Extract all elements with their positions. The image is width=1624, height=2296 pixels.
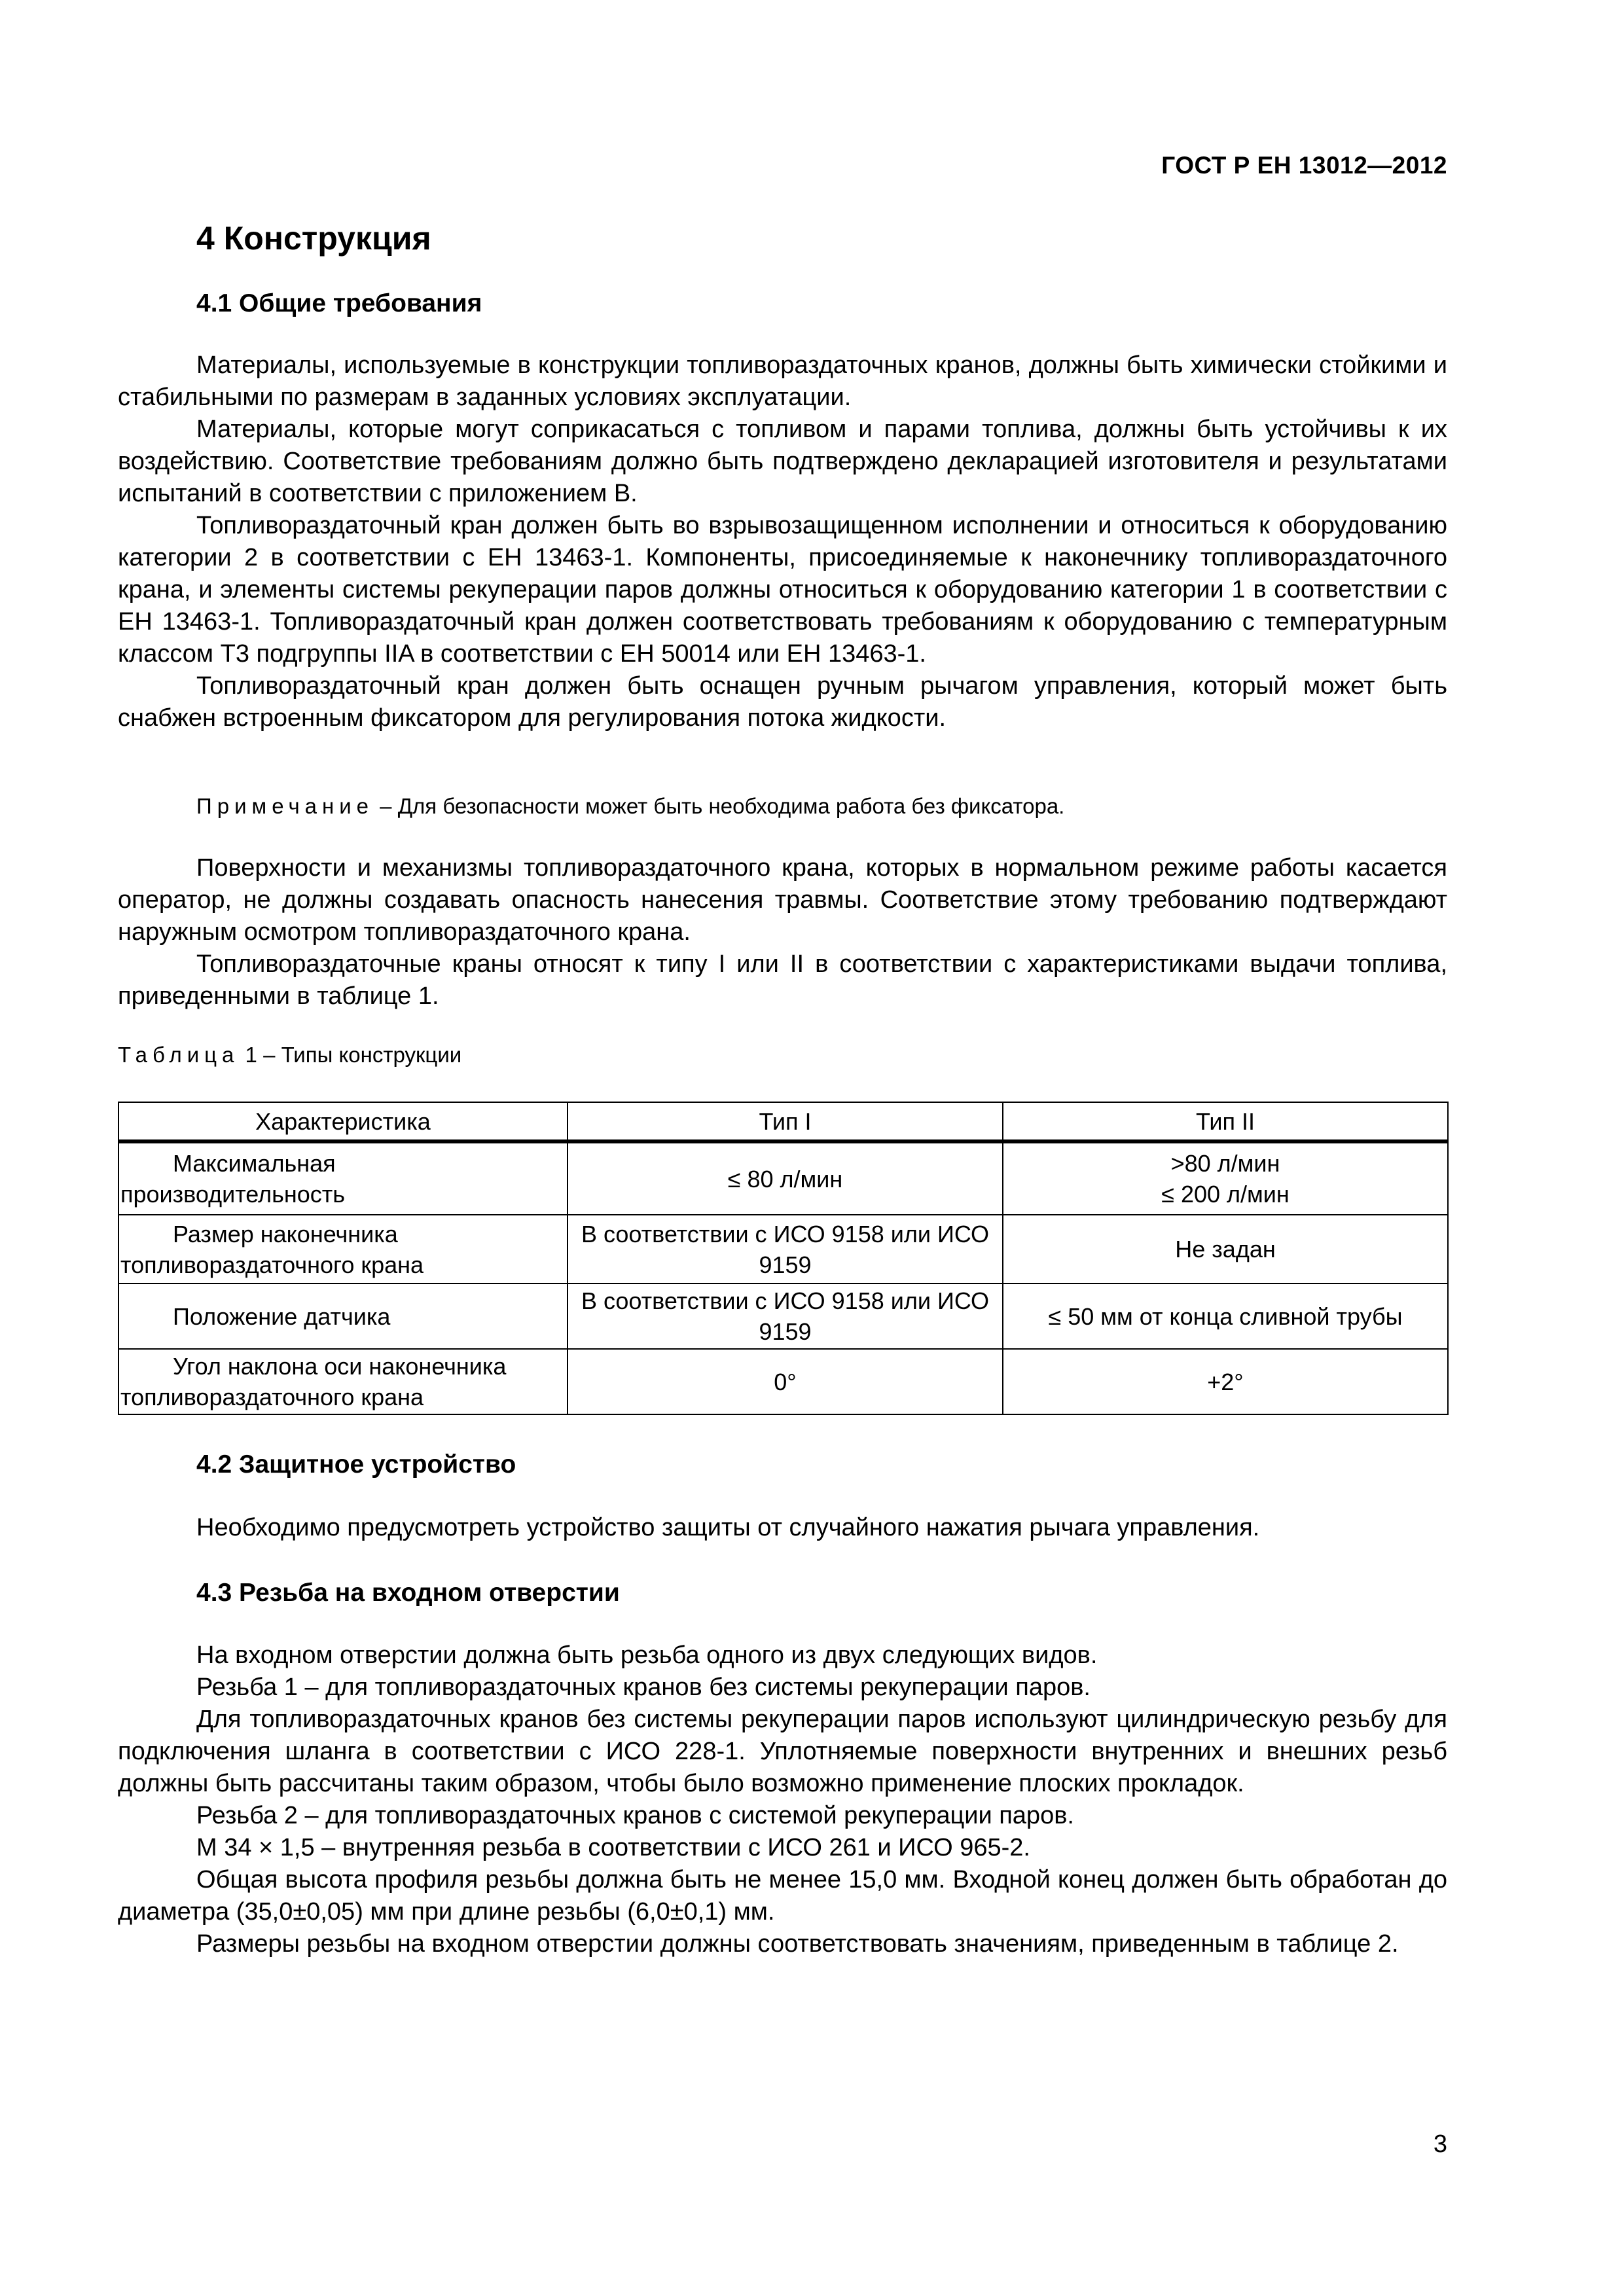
table-header-row: [118, 1102, 1448, 1141]
table-caption-text: 1 – Типы конструкции: [239, 1043, 462, 1067]
table-cell: Угол наклона оси наконечника топливораздаточного крана: [118, 1349, 568, 1414]
table-row: [118, 1215, 1448, 1283]
paragraph: Для топливораздаточных кранов без системы рекуперации паров используют цилиндрическую резьбу для подключения шланга в соответствии с ИСО 228-1. Уплотняемые поверхности внутренних и внешних резьб должны быть рассчитаны таким образом, чтобы было возможно применение плоских прокладок.: [118, 1706, 1447, 1797]
table-header-cell: Тип I: [568, 1102, 1003, 1141]
paragraph: Материалы, которые могут соприкасаться с топливом и парами топлива, должны быть устойчивы к их воздействию. Соответствие требованиям должно быть подтверждено декларацией изготовителя и результатами испытаний в соответствии с приложением В.: [118, 416, 1447, 507]
table-cell-line: ≤ 200 л/мин: [1161, 1181, 1290, 1208]
paragraph: Общая высота профиля резьбы должна быть не менее 15,0 мм. Входной конец должен быть обработан до диаметра (35,0±0,05) мм при длине резьбы (6,0±0,1) мм.: [118, 1866, 1447, 1926]
subsection-4-1-body-continued: [118, 852, 1447, 1013]
table-cell: В соответствии с ИСО 9158 или ИСО 9159: [568, 1215, 1003, 1283]
table-header-cell: Характеристика: [118, 1102, 568, 1141]
table-cell: ≤ 80 л/мин: [568, 1141, 1003, 1215]
table-cell: 0°: [568, 1349, 1003, 1414]
paragraph: М 34 × 1,5 – внутренняя резьба в соответствии с ИСО 261 и ИСО 965-2.: [196, 1834, 1030, 1861]
subsection-4-1-body: [118, 350, 1447, 734]
table-cell: +2°: [1003, 1349, 1448, 1414]
subsection-4-3-body: [118, 1640, 1447, 1960]
table-cell: Не задан: [1003, 1215, 1448, 1283]
table-cell: В соответствии с ИСО 9158 или ИСО 9159: [568, 1283, 1003, 1349]
paragraph: На входном отверстии должна быть резьба одного из двух следующих видов.: [196, 1641, 1098, 1669]
document-header-id: ГОСТ Р ЕН 13012—2012: [1161, 152, 1447, 179]
table-1-caption: [118, 1043, 461, 1067]
table-caption-label: Таблица: [118, 1043, 240, 1067]
section-4-title: 4 Конструкция: [196, 220, 431, 257]
note: [196, 794, 1064, 819]
paragraph: Топливораздаточный кран должен быть оснащен ручным рычагом управления, который может быть снабжен встроенным фиксатором для регулирования потока жидкости.: [118, 672, 1447, 732]
table-row: [118, 1349, 1448, 1414]
table-cell: ≤ 50 мм от конца сливной трубы: [1003, 1283, 1448, 1349]
page-number: 3: [1433, 2130, 1447, 2158]
table-cell: Положение датчика: [118, 1283, 568, 1349]
paragraph: Необходимо предусмотреть устройство защиты от случайного нажатия рычага управления.: [196, 1514, 1260, 1541]
paragraph: Резьба 2 – для топливораздаточных кранов с системой рекуперации паров.: [196, 1802, 1074, 1829]
subsection-4-2-body: [118, 1512, 1447, 1544]
subsection-4-3-title: 4.3 Резьба на входном отверстии: [196, 1579, 620, 1607]
subsection-4-1-title: 4.1 Общие требования: [196, 289, 482, 317]
paragraph: Поверхности и механизмы топливораздаточного крана, которых в нормальном режиме работы касается оператор, не должны создавать опасность нанесения травмы. Соответствие этому требованию подтверждают наружным осмотром топливораздаточного крана.: [118, 854, 1447, 946]
subsection-4-2-title: 4.2 Защитное устройство: [196, 1450, 516, 1479]
paragraph: Топливораздаточные краны относят к типу I или II в соответствии с характеристиками выдачи топлива, приведенными в таблице 1.: [118, 950, 1447, 1010]
note-label: Примечание: [196, 794, 374, 818]
table-cell: Размер наконечника топливораздаточного крана: [118, 1215, 568, 1283]
paragraph: Резьба 1 – для топливораздаточных кранов без системы рекуперации паров.: [196, 1674, 1091, 1701]
paragraph: Размеры резьбы на входном отверстии должны соответствовать значениям, приведенным в таблице 2.: [196, 1930, 1399, 1958]
table-cell: Максимальная производительность: [118, 1141, 568, 1215]
table-header-cell: Тип II: [1003, 1102, 1448, 1141]
note-text: – Для безопасности может быть необходима работа без фиксатора.: [374, 794, 1065, 818]
paragraph: Материалы, используемые в конструкции топливораздаточных кранов, должны быть химически стойкими и стабильными по размерам в заданных условиях эксплуатации.: [118, 351, 1447, 411]
paragraph: Топливораздаточный кран должен быть во взрывозащищенном исполнении и относиться к оборудованию категории 2 в соответствии с ЕН 13463-1. Компоненты, присоединяемые к наконечнику топливораздаточного крана, и элементы системы рекуперации паров должны относиться к оборудованию категории 1 в соответствии с ЕН 13463-1. Топливораздаточный кран должен соответствовать требованиям к оборудованию с температурным классом Т3 подгруппы IIA в соответствии с ЕН 50014 или ЕН 13463-1.: [118, 512, 1447, 668]
table-row: [118, 1141, 1448, 1215]
table-row: [118, 1283, 1448, 1349]
table-1-construction-types: [118, 1102, 1449, 1415]
table-cell: [1003, 1141, 1448, 1215]
table-cell-line: >80 л/мин: [1170, 1150, 1280, 1177]
